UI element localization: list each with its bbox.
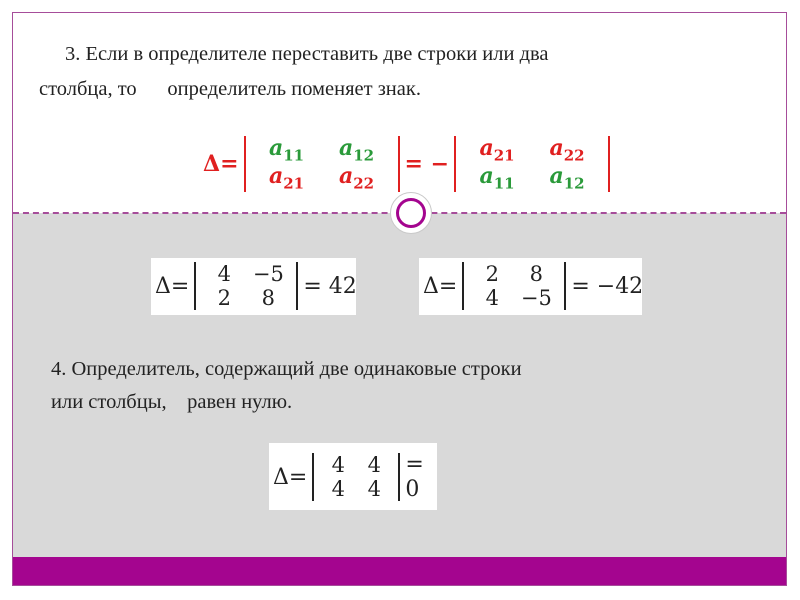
rule4-line2: или столбцы, равен нулю. <box>51 391 293 413</box>
matrix-element: 4 <box>485 286 500 310</box>
result: = 42 <box>303 273 357 299</box>
determinant-left <box>244 136 400 192</box>
rule3-line1: 3. Если в определителе переставить две строки или два <box>65 43 549 65</box>
result: = 0 <box>405 452 424 502</box>
matrix-element: 4 <box>331 477 346 501</box>
matrix-element: $a_{22}$ <box>338 163 375 193</box>
rule4-line1: 4. Определитель, содержащий две одинаковые строки <box>51 358 522 380</box>
example-c-formula <box>273 452 441 502</box>
matrix-element: $a_{22}$ <box>549 135 585 165</box>
matrix-element: $a_{21}$ <box>479 135 515 165</box>
delta-symbol: Δ= <box>273 464 308 490</box>
matrix-element: $a_{12}$ <box>549 163 585 193</box>
determinant <box>194 262 298 310</box>
matrix-element: 8 <box>261 286 276 310</box>
matrix-element: $a_{11}$ <box>479 163 515 193</box>
matrix-element: 4 <box>367 453 382 477</box>
matrix-element: 2 <box>485 262 500 286</box>
matrix-element: 2 <box>217 286 232 310</box>
delta-symbol: Δ= <box>423 273 458 299</box>
determinant <box>462 262 566 310</box>
equals-minus: = − <box>404 151 450 177</box>
example-b-box <box>419 258 642 315</box>
matrix-element: $a_{21}$ <box>268 163 305 193</box>
delta-symbol: Δ= <box>155 273 190 299</box>
example-a-box <box>151 258 356 315</box>
determinant <box>312 453 400 501</box>
matrix-element: $a_{12}$ <box>338 135 375 165</box>
matrix-element: 4 <box>331 453 346 477</box>
matrix-element: $a_{11}$ <box>268 135 305 165</box>
example-b-formula <box>423 262 646 310</box>
slide <box>12 12 787 586</box>
matrix-element: 4 <box>367 477 382 501</box>
swap-rows-formula <box>203 136 615 192</box>
rule3-line2: столбца, то определитель поменяет знак. <box>39 78 421 100</box>
example-c-box <box>269 443 437 510</box>
matrix-element: −5 <box>520 286 552 310</box>
determinant-right <box>454 136 610 192</box>
matrix-element: 8 <box>529 262 544 286</box>
delta-symbol: Δ= <box>203 151 239 177</box>
result: = −42 <box>571 273 644 299</box>
footer-bar <box>13 557 786 585</box>
example-a-formula <box>155 262 360 310</box>
matrix-element: −5 <box>252 262 284 286</box>
divider-circle-icon <box>390 192 432 234</box>
matrix-element: 4 <box>217 262 232 286</box>
